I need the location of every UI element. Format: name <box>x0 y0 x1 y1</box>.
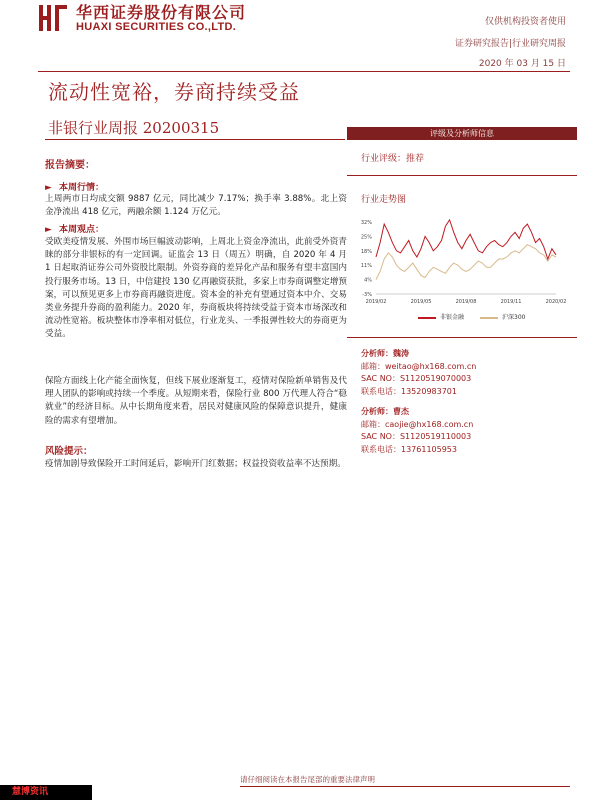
view-paragraph-2: 保险方面线上化产能全面恢复，但线下展业逐渐复工，疫情对保险新单销售及代理人团队的影响或持续一个季度。从短期来看，保险行业 800 万代理人符合“稳就业”的经济目标。从中长期角度来看，居民对健康风险的保障意识提升，健康险的需求有望增加。 <box>45 376 347 426</box>
y-tick-label: 11% <box>360 263 372 270</box>
trend-chart-title: 行业走势图 <box>361 195 407 205</box>
legend-label: 沪深300 <box>502 314 526 321</box>
market-section-heading <box>45 180 104 193</box>
analyst-role: 分析师： <box>361 407 393 416</box>
legend-item-csi300 <box>480 312 525 321</box>
market-heading-text: 本周行情： <box>59 183 105 193</box>
rating-label: 行业评级： <box>361 154 407 164</box>
x-tick-label: 2019/02 <box>365 299 387 305</box>
analyst-sac: SAC NO：S1120519070003 <box>361 374 472 383</box>
analyst-card <box>361 406 473 456</box>
sidebar-divider <box>347 337 577 338</box>
legend-swatch <box>418 317 436 319</box>
view-heading-text: 本周观点： <box>59 225 105 235</box>
legend-label: 非银金融 <box>440 314 465 321</box>
view-section-heading <box>45 222 104 235</box>
footer-legal-note: 请仔细阅读在本报告尾部的重要法律声明 <box>240 775 375 784</box>
company-name-en: HUAXI SECURITIES CO.,LTD. <box>76 21 237 33</box>
company-name-cn: 华西证券股份有限公司 <box>76 3 247 22</box>
footer-badge: 慧博资讯 <box>0 785 92 800</box>
risk-paragraph: 疫情加剧导致保险开工时间延后，影响开门红数据；权益投资收益率不达预期。 <box>45 459 346 469</box>
legend-swatch <box>480 317 498 319</box>
x-tick-label: 2019/08 <box>455 299 477 305</box>
view-paragraph-1: 受欧美疫情发展、外围市场巨幅波动影响，上周北上资金净流出，此前受外资青睐的部分非银标的有一定回调。证监会 13 日（周五）明确，自 2020 年 4 月 1 日起取消证券公司外资股比限制。外资券商的差异化产品和服务有望丰富国内投行服务市场。13 日，中信建投 130 亿再融资获批，多家上市券商调整定增预案，可以预见更多上市券商再融资进度。资本金的补充有望通过资本中介、交易类业务提升券商的盈利能力。2020 年，券商板块将持续受益于资本市场深改和流动性宽裕。板块整体市净率相对低位，行业龙头、一季报弹性较大的券商更为受益。 <box>45 237 347 340</box>
analyst-phone: 联系电话：13761105953 <box>361 444 457 454</box>
sidebar-header: 评级及分析师信息 <box>347 127 577 140</box>
y-tick-label: 4% <box>364 277 372 284</box>
huaxi-logo-icon <box>38 2 68 32</box>
industry-rating <box>361 151 424 164</box>
audience-note: 仅供机构投资者使用 <box>484 17 566 27</box>
y-tick-label: -3% <box>362 292 372 298</box>
y-tick-label: 32% <box>360 220 372 226</box>
report-date: 2020 年 03 月 15 日 <box>478 59 566 69</box>
subtitle-divider <box>45 139 345 140</box>
sidebar-divider <box>347 175 577 176</box>
header-divider <box>38 71 570 72</box>
analyst-name: 曹杰 <box>393 407 409 416</box>
analyst-role: 分析师： <box>361 349 393 358</box>
bullet-triangle-icon: ► <box>45 225 52 235</box>
report-kind: 证券研究报告|行业研究周报 <box>454 39 566 49</box>
market-paragraph: 上周两市日均成交额 9887 亿元，同比减少 7.17%；换手率 3.88%。北上资金净流出 418 亿元，两融余额 1.124 万亿元。 <box>45 194 347 218</box>
risk-heading: 风险提示： <box>45 446 93 457</box>
analyst-phone: 联系电话：13520983701 <box>361 386 457 396</box>
analyst-email[interactable]: 邮箱：weitao@hx168.com.cn <box>361 361 477 371</box>
bullet-triangle-icon: ► <box>45 183 52 193</box>
footer-divider <box>240 786 570 787</box>
x-tick-label: 2020/02 <box>545 299 567 305</box>
analyst-name: 魏涛 <box>393 349 409 358</box>
x-tick-label: 2019/11 <box>500 299 522 305</box>
legend-item-nonbank <box>418 312 464 321</box>
y-tick-label: 18% <box>360 248 372 255</box>
x-tick-label: 2019/05 <box>410 299 432 305</box>
analyst-card <box>361 348 476 398</box>
rating-value: 推荐 <box>406 154 425 164</box>
report-subtitle: 非银行业周报 20200315 <box>48 119 220 137</box>
summary-heading: 报告摘要： <box>45 160 95 171</box>
trend-chart <box>350 214 574 324</box>
analyst-sac: SAC NO：S1120519110003 <box>361 432 472 441</box>
y-tick-label: 25% <box>360 234 372 241</box>
analyst-email[interactable]: 邮箱：caojie@hx168.com.cn <box>361 419 474 429</box>
series-line <box>376 220 556 259</box>
report-title: 流动性宽裕，券商持续受益 <box>48 80 300 104</box>
sidebar <box>347 127 577 140</box>
